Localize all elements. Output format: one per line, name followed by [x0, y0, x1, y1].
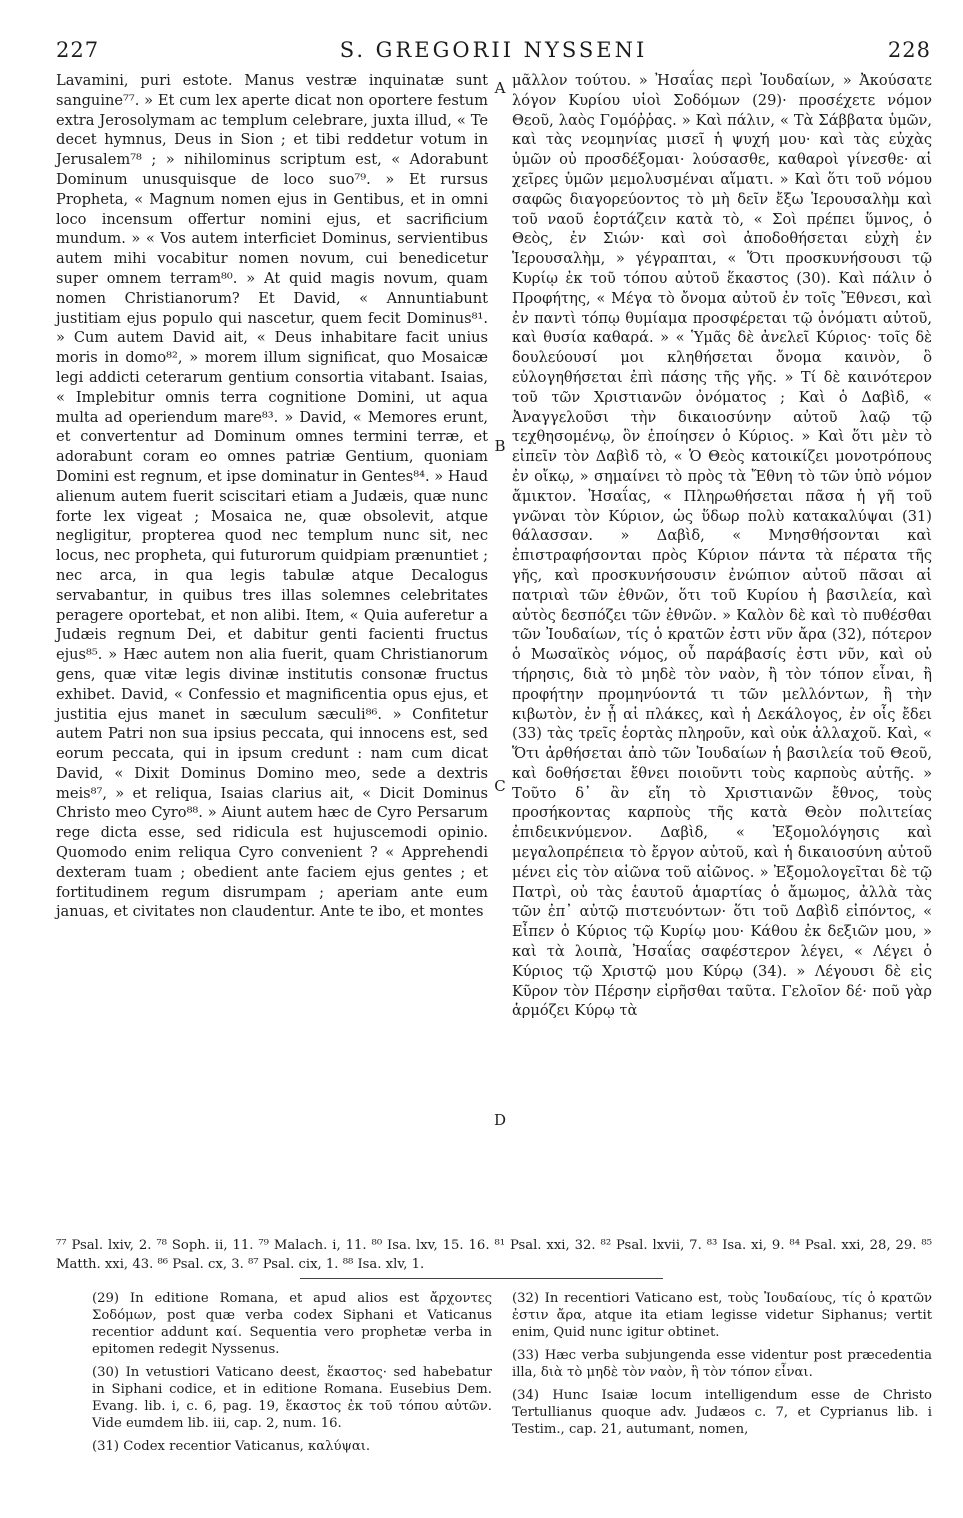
- greek-text: μᾶλλον τούτου. » Ἠσαΐας περὶ Ἰουδαίων, » Ἀκούσατε λόγον Κυρίου υἱοὶ Σοδόμων (29)· προσέχετε νόμον Θεοῦ, λαὸς Γομόῤῥας. » Καὶ πάλιν, « Τὰ Σάββατα ὑμῶν, καὶ τὰς νεομηνίας μισεῖ ἡ ψυχή μου· καὶ τὰς εὐχὰς ὑμῶν οὐ προσδέξομαι· λούσασθε, καθαροὶ γίνεσθε· αἱ χεῖρες ὑμῶν μεμολυσμέναι αἵματι. » Καὶ ὅτι τοῦ νόμου σαφῶς διαγορεύοντος τὸ μὴ δεῖν ἔξω Ἱερουσαλὴμ καὶ τοῦ ναοῦ ἑορτάζειν κατὰ τὸ, « Σοὶ πρέπει ὕμνος, ὁ Θεὸς, ἐν Σιών· καὶ σοὶ ἀποδοθήσεται εὐχὴ ἐν Ἱερουσαλὴμ, » γέγραπται, « Ὅτι προσκυνήσουσι τῷ Κυρίῳ ἐκ τοῦ τόπου αὐτοῦ ἕκαστος (30). Καὶ πάλιν ὁ Προφήτης, « Μέγα τὸ ὄνομα αὐτοῦ ἐν τοῖς Ἔθνεσι, καὶ ἐν παντὶ τόπῳ θυμίαμα προσφέρεται τῷ ὀνόματι αὐτοῦ, καὶ θυσία καθαρά. » « Ὑμᾶς δὲ ἀνελεῖ Κύριος· τοῖς δὲ δουλεύουσί μοι κληθήσεται ὄνομα καινὸν, ὃ εὐλογηθήσεται ἐπὶ πάσης τῆς γῆς. » Τί δὲ καινότερον τοῦ τῶν Χριστιανῶν ὀνόματος ; Καὶ ὁ Δαβὶδ, « Ἀναγγελοῦσι τὴν δικαιοσύνην αὐτοῦ λαῷ τῷ τεχθησομένῳ, ὃν ἐποίησεν ὁ Κύριος. » Καὶ ὅτι μὲν τὸ εἰπεῖν τὸν Δαβὶδ τὸ, « Ὁ Θεὸς κατοικίζει μονοτρόπους ἐν οἴκῳ, » σημαίνει τὸ πρὸς τὰ Ἔθνη τὸ τῶν ὑπὸ νόμον ἄμικτον. Ἠσαΐας, « Πληρωθήσεται πᾶσα ἡ γῆ τοῦ γνῶναι τὸν Κύριον, ὡς ὕδωρ πολὺ κατακαλύψαι (31) θάλασσαν. » Δαβὶδ, « Μνησθήσονται καὶ ἐπιστραφήσονται πρὸς Κύριον πάντα τὰ πέρατα τῆς γῆς, καὶ προσκυνήσουσιν ἐνώπιον αὐτοῦ πᾶσαι αἱ πατριαὶ τῶν ἐθνῶν, ὅτι τοῦ Κυρίου ἡ βασιλεία, καὶ αὐτὸς δεσπόζει τῶν ἐθνῶν. » Καλὸν δὲ καὶ τὸ πυθέσθαι τῶν Ἰουδαίων, τίς ὁ κρατῶν ἐστι νῦν ἄρα (32), πότερον ὁ Μωσαϊκὸς νόμος, οὗ παράβασίς ἐστι νῦν, καὶ οὐ τήρησις, διὰ τὸ μηδὲ τὸν ναὸν, ἢ τὸν τόπον εἶναι, ἢ προφήτην προμηνύοντά τι τῶν μελλόντων, ἢ τὴν κιβωτὸν, ἐν ᾗ αἱ πλάκες, καὶ ἡ Δεκάλογος, ἐν οἷς ἔδει (33) τὰς τρεῖς ἑορτὰς πληροῦν, καὶ οὐκ ἀλλαχοῦ. Καὶ, « Ὅτι ἀρθήσεται ἀπὸ τῶν Ἰουδαίων ἡ βασιλεία τοῦ Θεοῦ, καὶ δοθήσεται ἔθνει ποιοῦντι τοὺς καρποὺς αὐτῆς. » Τοῦτο δ᾽ ἂν εἴη τὸ Χριστιανῶν ἔθνος, τοὺς προσήκοντας καρποὺς τῆς κατὰ Θεὸν πολιτείας ἐπιδεικνύμενον. Δαβὶδ, « Ἐξομολόγησις καὶ μεγαλοπρέπεια τὸ ἔργον αὐτοῦ, καὶ ἡ δικαιοσύνη αὐτοῦ μένει εἰς τὸν αἰῶνα τοῦ αἰῶνος. » Ἐξομολογεῖται δὲ τῷ Πατρὶ, οὐ τὰς ἑαυτοῦ ἁμαρτίας ὁ ἄμωμος, ἀλλὰ τὰς τῶν ἐπ᾽ αὐτῷ πιστευόντων· ὅτι τοῦ Δαβὶδ εἰπόντος, « Εἶπεν ὁ Κύριος τῷ Κυρίῳ μου· Κάθου ἐκ δεξιῶν μου, » καὶ τὰ λοιπὰ, Ἠσαΐας σαφέστερον λέγει, « Λέγει ὁ Κύριος τῷ Χριστῷ μου Κύρῳ (34). » Λέγουσι δὲ εἰς Κῦρον τὸν Πέρσην εἰρῆσθαι ταῦτα. Γελοῖον δέ· ποῦ γὰρ ἁρμόζει Κύρῳ τὰ: [512, 72, 932, 1020]
- footnote-31: (31) Codex recentior Vaticanus, καλύψαι.: [92, 1439, 371, 1454]
- footnote-34: (34) Hunc Isaiæ locum intelligendum esse de Christo Tertullianus quoque adv. Judæos c. 7, et Cyprianus lib. i Testim., cap. 21, autumant, nomen,: [512, 1388, 932, 1437]
- scripture-references: [56, 1236, 932, 1274]
- section-markers: [490, 71, 510, 1231]
- footnote-32: (32) In recentiori Vaticano est, τοὺς Ἰουδαίους, τίς ὁ κρατῶν ἐστιν ἄρα, atque ita etiam legisse videtur Siphanus; vertit enim, Quid nunc igitur obtinet.: [512, 1291, 932, 1340]
- running-title: S. GREGORII NYSSENI: [339, 38, 648, 62]
- footnote-29: (29) In editione Romana, et apud alios est ἄρχοντες Σοδόμων, post quæ verba codex Siphani et Vaticanus recentior addunt καί. Sequentia vero prophetæ verba in epitomen redegit Nyssenus.: [92, 1291, 492, 1357]
- footnotes-left: [92, 1290, 492, 1461]
- section-marker-a: A: [494, 79, 506, 97]
- greek-column: [512, 71, 932, 1021]
- running-header: [56, 38, 931, 68]
- footnote-33: (33) Hæc verba subjungenda esse videntur post præcedentia illa, διὰ τὸ μηδὲ τὸν ναὸν, ἢ τὸν τόπον εἶναι.: [512, 1348, 932, 1380]
- latin-column: [56, 71, 488, 922]
- latin-text: Lavamini, puri estote. Manus vestræ inquinatæ sunt sanguine⁷⁷. » Et cum lex aperte dicat non oportere festum extra Jerosolymam ac templum celebrare, juxta illud, « Te decet hymnus, Deus in Sion ; et tibi reddetur votum in Jerusalem⁷⁸ ; » nihilominus scriptum est, « Adorabunt Dominum unusquisque de loco suo⁷⁹. » Et rursus Propheta, « Magnum nomen ejus in Gentibus, et in omni loco incensum offertur nomini ejus, et sacrificium mundum. » « Vos autem interficiet Dominus, servientibus autem mihi vocabitur nomen novum, cui benedicetur super omnem terram⁸⁰. » At quid magis novum, quam nomen Christianorum? Et David, « Annuntiabunt justitiam ejus populo qui nascetur, quem fecit Dominus⁸¹. » Cum autem David ait, « Deus inhabitare facit unius moris in domo⁸², » morem illum significat, quo Mosaicæ legi addicti ceterarum gentium consortia vitabant. Isaias, « Implebitur omnis terra cognitione Domini, ut aqua multa ad operiendum mare⁸³. » David, « Memores erunt, et convertentur ad Dominum omnes termini terræ, et adorabunt coram eo omnes patriæ Gentium, quoniam Domini est regnum, et ipse dominatur in Gentes⁸⁴. » Haud alienum autem fuerit sciscitari etiam a Judæis, quæ nunc forte lex vigeat ; Mosaica ne, quæ obsolevit, atque negligitur, propterea quod nec templum nunc sit, nec locus, nec propheta, qui futurorum quidpiam prænuntiet ; nec arca, in qua legis tabulæ atque Decalogus servabantur, in quibus tres illas solemnes celebritates peragere oportebat, et non alibi. Item, « Quia auferetur a Judæis regnum Dei, et dabitur genti facienti fructus ejus⁸⁵. » Hæc autem non alia fuerit, quam Christianorum gens, quæ vitæ legis divinæ institutis consonæ fructus exhibet. David, « Confessio et magnificentia opus ejus, et justitia ejus manet in sæculum sæculi⁸⁶. » Confitetur autem Patri non sua ipsius peccata, qui innocens est, sed eorum peccata, qui in ipsum credunt : nam cum dicat David, « Dixit Dominus Domino meo, sede a dextris meis⁸⁷, » et reliqua, Isaias clarius ait, « Dicit Dominus Christo meo Cyro⁸⁸. » Aiunt autem hæc de Cyro Persarum rege dicta esse, sed ridicula est hujuscemodi opinio. Quomodo enim reliqua Cyro convenient ? « Apprehendi dexteram tuam ; obedient ante faciem ejus gentes ; et fortitudinem regum disrumpam ; aperiam ante eum januas, et civitates non claudentur. Ante te ibo, et montes: [56, 72, 488, 921]
- footnote-divider: [300, 1278, 663, 1279]
- page-number-left: 227: [56, 38, 100, 62]
- section-marker-b: B: [494, 437, 506, 455]
- section-marker-d: D: [493, 1111, 507, 1129]
- section-marker-c: C: [494, 777, 506, 795]
- footnote-30: (30) In vetustiori Vaticano deest, ἕκαστος· sed habebatur in Siphani codice, et in editione Romana. Eusebius Dem. Evang. lib. i, c. 6, pag. 19, ἕκαστος ἐκ τοῦ τόπου αὐτῶν. Vide eumdem lib. iii, cap. 2, num. 16.: [92, 1365, 492, 1431]
- footnotes-right: [512, 1290, 932, 1444]
- references-text: ⁷⁷ Psal. lxiv, 2. ⁷⁸ Soph. ii, 11. ⁷⁹ Malach. i, 11. ⁸⁰ Isa. lxv, 15. 16. ⁸¹ Psal. xxi, 32. ⁸² Psal. lxvii, 7. ⁸³ Isa. xi, 9. ⁸⁴ Psal. xxi, 28, 29. ⁸⁵ Matth. xxi, 43. ⁸⁶ Psal. cx, 3. ⁸⁷ Psal. cix, 1. ⁸⁸ Isa. xlv, 1.: [56, 1238, 932, 1272]
- page-number-right: 228: [887, 38, 931, 62]
